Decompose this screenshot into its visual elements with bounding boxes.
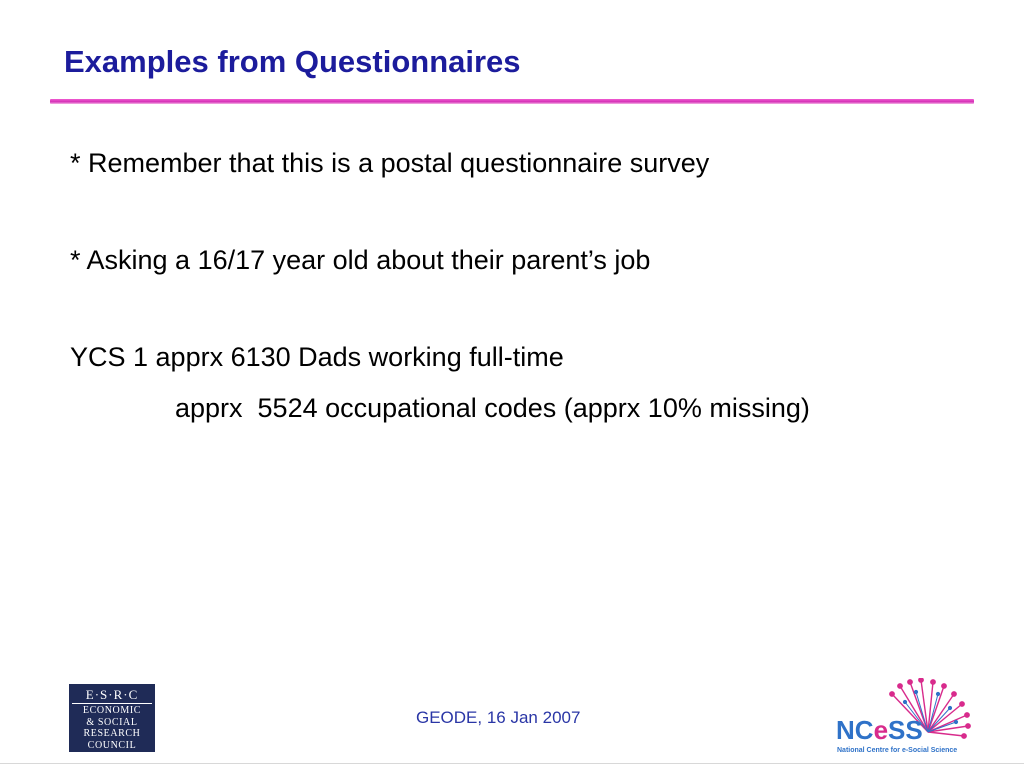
slide-title: Examples from Questionnaires — [64, 44, 521, 79]
esrc-logo-line-2: & SOCIAL — [86, 716, 138, 728]
ncess-tagline: National Centre for e-Social Science — [837, 747, 958, 754]
footer-text: GEODE, 16 Jan 2007 — [416, 708, 581, 727]
esrc-logo-line-1: ECONOMIC — [82, 705, 142, 716]
ncess-logo — [836, 678, 986, 760]
ncess-word-suffix: SS — [888, 715, 923, 745]
esrc-logo-line-3: RESEARCH — [83, 728, 141, 739]
body-line-1: * Remember that this is a postal questionnaire survey — [70, 148, 710, 178]
body-line-2: * Asking a 16/17 year old about their parent’s job — [70, 245, 651, 275]
esrc-logo — [69, 684, 155, 752]
ncess-word-prefix: NC — [836, 715, 874, 745]
esrc-logo-acronym: E·S·R·C — [72, 688, 152, 704]
esrc-logo-line-4: COUNCIL — [87, 739, 137, 751]
bottom-divider — [0, 763, 1024, 764]
body-line-3: YCS 1 apprx 6130 Dads working full-time — [70, 342, 564, 372]
ncess-word-mid: e — [873, 715, 889, 745]
body-line-4: apprx 5524 occupational codes (apprx 10% missing) — [175, 393, 810, 423]
title-underline — [50, 99, 974, 104]
ncess-wordmark — [836, 716, 923, 744]
